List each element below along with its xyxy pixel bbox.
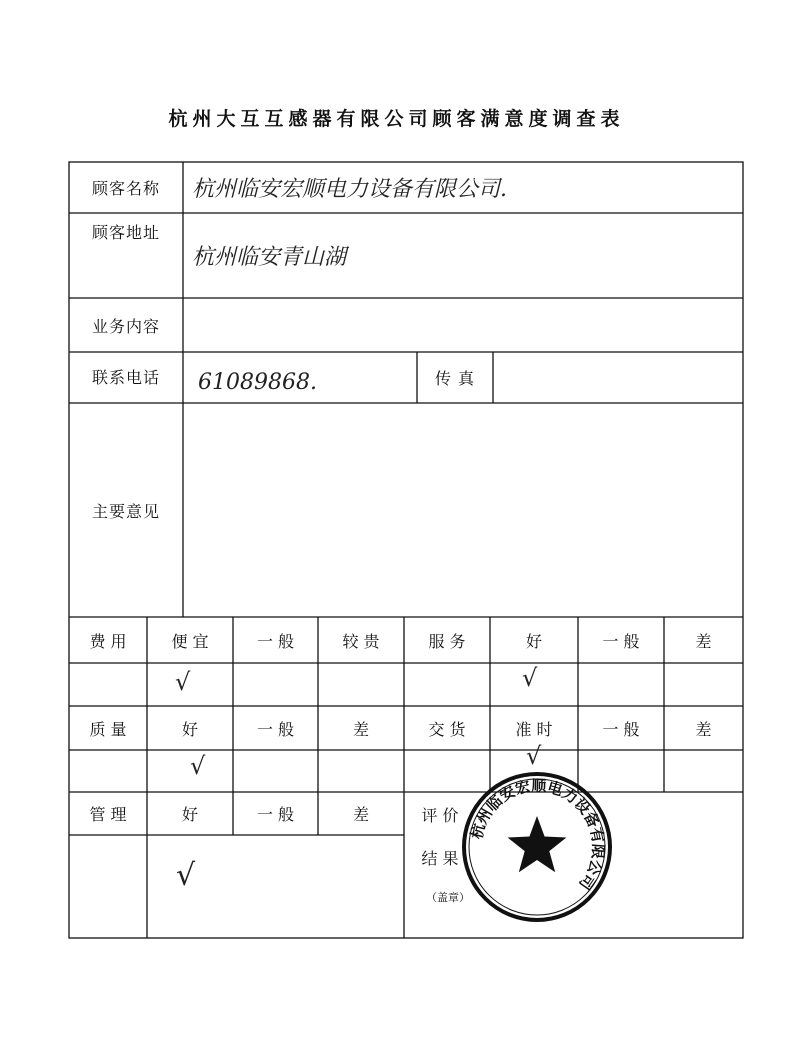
company-seal [460, 770, 614, 924]
customer-address-label: 顾客地址 [91, 222, 160, 242]
delivery-option-poor: 差 [695, 719, 712, 739]
customer-address-value[interactable]: 杭州临安青山湖 [192, 245, 347, 270]
service-label: 服 务 [428, 631, 466, 651]
quality-option-poor: 差 [352, 719, 369, 739]
business-label: 业务内容 [91, 316, 160, 336]
quality-label: 质 量 [89, 719, 127, 739]
evaluation-label-bottom: 结 果 [421, 848, 459, 868]
phone-value[interactable]: 61089868. [198, 370, 317, 395]
page-title: 杭州大互互感器有限公司顾客满意度调查表 [168, 108, 625, 130]
management-option-normal: 一 般 [256, 805, 295, 824]
quality-check-mark[interactable]: √ [190, 752, 206, 780]
delivery-label: 交 货 [428, 719, 466, 739]
delivery-check-mark[interactable]: √ [526, 742, 542, 770]
delivery-option-ontime: 准 时 [515, 719, 553, 739]
customer-name-value[interactable]: 杭州临安宏顺电力设备有限公司. [192, 177, 507, 202]
stamp-note: （盖章） [426, 891, 470, 904]
management-option-good: 好 [181, 805, 198, 824]
fee-label: 费 用 [89, 631, 127, 651]
seal-star-icon [508, 816, 567, 872]
seal-text: 杭州临安宏顺电力设备有限公司 [467, 776, 608, 894]
quality-option-good: 好 [181, 719, 198, 739]
customer-name-label: 顾客名称 [91, 179, 160, 198]
fee-option-cheap: 便 宜 [171, 631, 209, 651]
service-option-normal: 一 般 [602, 631, 640, 651]
service-option-good: 好 [525, 631, 542, 651]
fee-option-normal: 一 般 [256, 631, 295, 651]
evaluation-label-top: 评 价 [421, 805, 459, 825]
fax-label: 传 真 [434, 369, 476, 388]
phone-label: 联系电话 [91, 367, 160, 387]
management-check-mark[interactable]: √ [176, 858, 196, 893]
fee-check-mark[interactable]: √ [175, 668, 191, 696]
opinion-label: 主要意见 [91, 501, 160, 521]
service-check-mark[interactable]: √ [522, 664, 538, 692]
management-label: 管 理 [89, 805, 127, 824]
delivery-option-normal: 一 般 [602, 719, 640, 739]
quality-option-normal: 一 般 [256, 719, 295, 739]
management-option-poor: 差 [352, 805, 369, 824]
fee-option-expensive: 较 贵 [342, 631, 380, 651]
service-option-poor: 差 [695, 631, 712, 651]
